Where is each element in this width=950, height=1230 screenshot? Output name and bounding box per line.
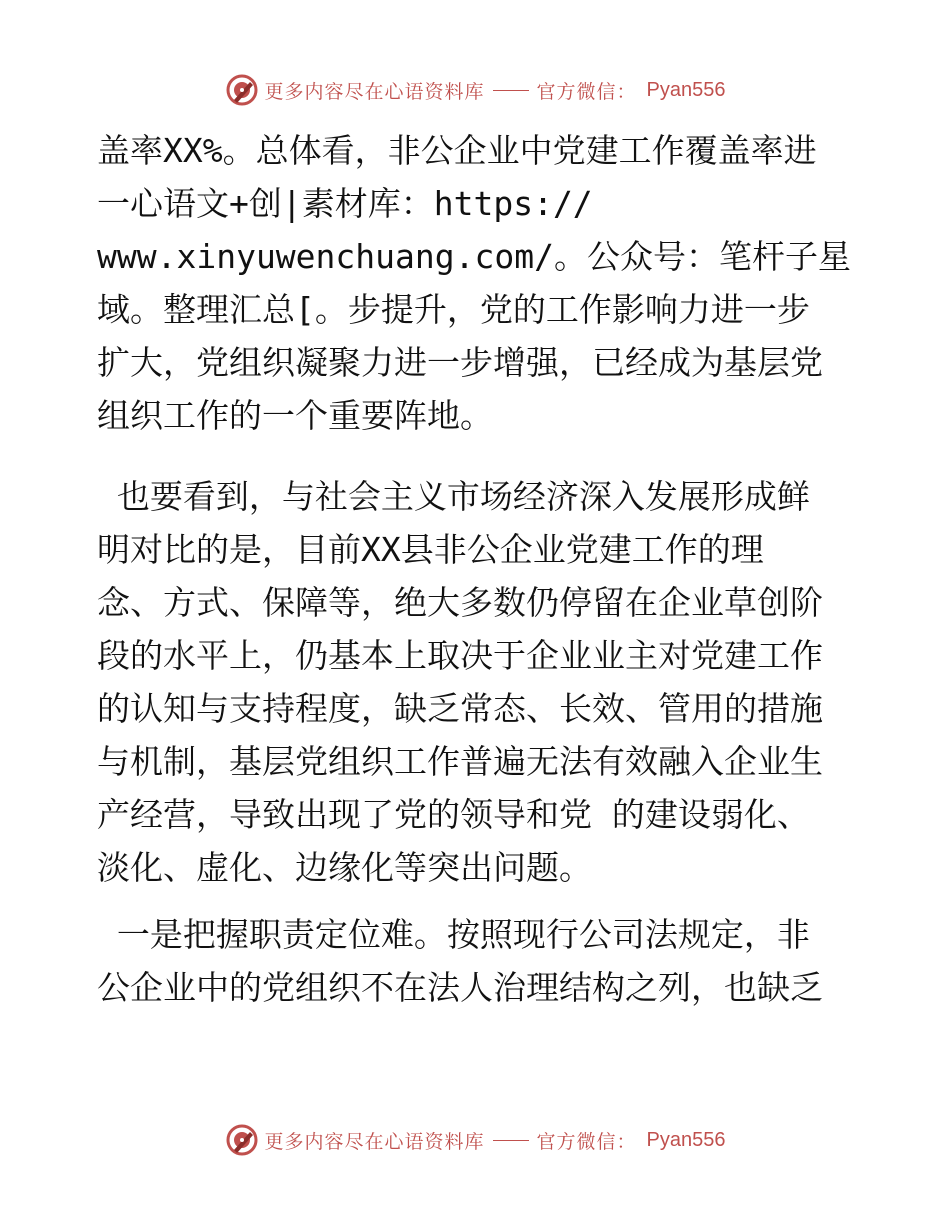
pen-circle-logo-icon [225,73,259,107]
text-line: 念、方式、保障等，绝大多数仍停留在企业草创阶 [97,583,823,622]
banner-divider [493,1140,529,1141]
header-banner [0,70,950,110]
text-line: www.xinyuwenchuang.com/。公众号：笔杆子星 [97,237,851,276]
document-body [97,124,857,1014]
paragraph-1 [97,124,857,442]
text-line: 产经营，导致出现了党的领导和党 的建设弱化、 [97,795,810,834]
text-line: 也要看到，与社会主义市场经济深入发展形成鲜 [97,477,810,516]
pen-circle-logo-icon [225,1123,259,1157]
text-line: 一心语文+创|素材库：https:// [97,184,593,223]
text-line: 盖率XX%。总体看，非公企业中党建工作覆盖率进 [97,131,817,170]
banner-wechat-id: Pyan556 [646,78,726,101]
text-line: 扩大，党组织凝聚力进一步增强，已经成为基层党 [97,343,823,382]
text-line: 的认知与支持程度，缺乏常态、长效、管用的措施 [97,689,823,728]
paragraph-2 [97,470,857,894]
text-line: 段的水平上，仍基本上取决于企业业主对党建工作 [97,636,823,675]
paragraph-3 [97,908,857,1014]
paragraph-spacer [97,894,857,908]
paragraph-spacer [97,442,857,470]
footer-banner [0,1120,950,1160]
banner-wechat-id: Pyan556 [646,1128,726,1151]
text-line: 域。整理汇总[。步提升，党的工作影响力进一步 [97,290,810,329]
banner-wechat-label: 官方微信： [536,80,637,103]
text-line: 一是把握职责定位难。按照现行公司法规定，非 [97,915,810,954]
banner-divider [493,90,529,91]
text-line: 公企业中的党组织不在法人治理结构之列，也缺乏 [97,968,823,1007]
banner-wechat-label: 官方微信： [536,1130,637,1153]
banner-title: 更多内容尽在心语资料库 [264,80,485,103]
text-line: 组织工作的一个重要阵地。 [97,396,493,435]
banner-title: 更多内容尽在心语资料库 [264,1130,485,1153]
text-line: 明对比的是，目前XX县非公企业党建工作的理 [97,530,764,569]
text-line: 与机制，基层党组织工作普遍无法有效融入企业生 [97,742,823,781]
text-line: 淡化、虚化、边缘化等突出问题。 [97,848,592,887]
